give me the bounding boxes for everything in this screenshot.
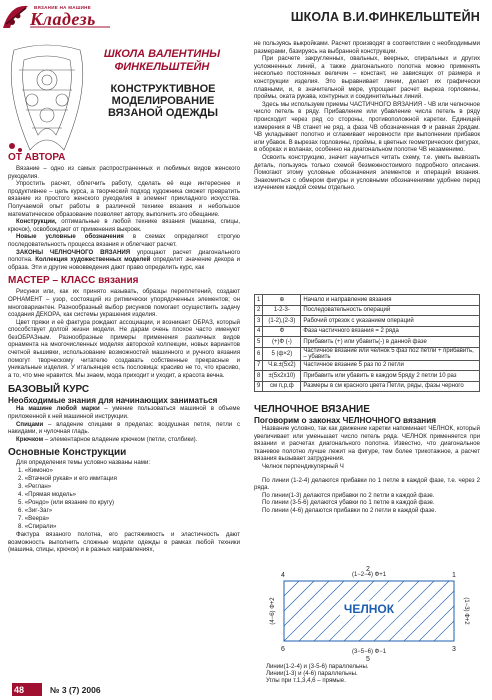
paragraph: На машине любой марки – умение пользоваться машиной в объеме приложенной к ней машинной инструкции. bbox=[8, 405, 240, 421]
point-5: 5 bbox=[366, 656, 370, 663]
school-title: ШКОЛА ВАЛЕНТИНЫ ФИНКЕЛЬШТЕЙН bbox=[103, 48, 221, 73]
paragraph: Цвет пряжи и её фактура рождают ассоциации, и возникает ОБРАЗ, который способствует долгой жизни модели. Не дарам очень плохое часто именуют безОБРАЗным. Разнообразные примеры применения различных видов орнамента на многочисленных моделях авторской коллекции, новых вариантов счетной вышивки, использование возможностей машинного и ручного вязания помогут творческому читателю создавать собственные прекрасные и уникальные изделия. У итальянцев есть пословица: красиво не то, что красиво, а то, что мне нравится. Мы знаем, мода приходит и уходит, а красота вечна. bbox=[8, 318, 240, 379]
paragraph: Спицами – владение спицами в пределах: воздушная петля, петли с накидами, и чулочная гладь. bbox=[8, 420, 240, 436]
issue-number: № 3 (7) 2006 bbox=[50, 685, 101, 695]
rule: По линии (4-6) делаются прибавки по 2 петли в каждой фазе. bbox=[262, 506, 437, 514]
left-column bbox=[8, 152, 240, 554]
symbols-table bbox=[254, 294, 480, 392]
diagram-right-label: (1−3) Ф+2 bbox=[463, 597, 469, 625]
paragraph: Для определения темы условно названы нами: bbox=[16, 459, 151, 467]
diagram-top-label: (1−2−4) Ф+1 bbox=[351, 572, 387, 578]
list-item: 6. «Зиг-Заг» bbox=[18, 507, 53, 514]
article-title: КОНСТРУКТИВНОЕ МОДЕЛИРОВАНИЕ ВЯЗАНОЙ ОДЕЖДЫ bbox=[107, 83, 218, 119]
paragraph: Крючком – элементарное владение крючком (петли, столбики). bbox=[16, 435, 198, 443]
rule: По линии (1-2-4) делаются прибавки по 1 петле в каждой фазе, т.е. через 2 ряда. bbox=[254, 476, 480, 492]
paragraph: не пользуясь выкройками. Расчет производят в соответствии с необходимыми размерами, базируясь на выбранной конструкции. bbox=[254, 40, 480, 55]
point-6: 6 bbox=[281, 646, 285, 653]
paragraph: При расчете закругленных, овальных, веерных, спиральных и других усложненных линий, а также диагонального полотна можно применять несколько постоянных величин – констант, не зависящих от размера и конструкции изделия. Это выравнивает линии, делает их графически плавными, и, в значительной мере, упрощает расчет выреза горловины, проймы, оката рукава, контурных и соединительных линий. bbox=[254, 55, 480, 101]
logo-name: Кладезь bbox=[30, 9, 96, 29]
right-column-bottom bbox=[254, 404, 480, 515]
diagram-word: ЧЕЛНОК bbox=[343, 602, 395, 616]
list-item: 5. «Рондо» (или вязание по кругу) bbox=[18, 499, 115, 506]
paragraph: ЗАКОНЫ ЧЕЛНОЧНОГО ВЯЗАНИЯ упрощают расчет диагонального полотна. Коллекция художественных моделей определит значение декора и образа. Эти и другие нововведения дают право определить курс, как bbox=[8, 248, 240, 271]
list-item: 7. «Веера» bbox=[18, 515, 50, 522]
diagram-left-label: (4−6) Ф+2 bbox=[270, 597, 276, 625]
table-row: 6 5 (ф×2) Частичное вязание или челнок 5 фаз по2 петли + прибавить, – убавить bbox=[255, 347, 480, 360]
diagram-bottom-label: (3−5−6) Ф−1 bbox=[351, 649, 387, 655]
table-row: 7 Ч.в.±(5х2) Частичное вязание 5 раз по 2 петли bbox=[255, 360, 480, 371]
point-1: 1 bbox=[452, 572, 456, 579]
paragraph: Здесь мы используем приемы ЧАСТИЧНОГО ВЯЗАНИЯ - ЧВ или челночное число петель в ряду. Прибавление или убавление числа петель в ряду происходит через ряд со стороны, противоположной каретки. Единицей измерения в ЧВ станет не ряд, а фаза ЧВ обозначенная Ф и равная 2рядам. ЧВ укладывает полотно и сглаживает неровности при выполнении прибавок или убавок. В вырезах горловины, проймы, в цветных геометрических фигурах, в оборках и воланах, особенно на диагональном полотне ЧВ незаменимо. bbox=[254, 100, 480, 154]
constructions-list bbox=[8, 467, 240, 531]
shuttle-diagram bbox=[262, 565, 477, 677]
shuttle-subtitle: Поговорим о законах ЧЕЛНОЧНОГО вязания bbox=[254, 416, 437, 425]
point-3: 3 bbox=[452, 646, 456, 653]
paragraph: Челнок перпендикулярный Ч bbox=[262, 462, 344, 470]
paragraph: Рисунки или, как их принято называть, образцы переплетений, создают ОРНАМЕНТ – узор, состоящий из ритмически упорядоченных элементов; он многовариантен. Разнообразный выбор рисунков помогает осуществить задачу создания ДЕКОРА, как системы украшения изделия. bbox=[8, 288, 240, 319]
table-row: 1 ⊕ Начало и направление вязания bbox=[255, 295, 480, 306]
note: Линии(1-2-4) и (3-5-6) параллельны. bbox=[266, 663, 369, 670]
constructions-heading: Основные Конструкции bbox=[8, 447, 127, 459]
right-column-top bbox=[254, 40, 480, 192]
page-number: 48 bbox=[14, 685, 25, 695]
running-header: ШКОЛА В.И.ФИНКЕЛЬШТЕЙН bbox=[290, 10, 480, 24]
note: Линии(1-3) и (4-6) параллельны. bbox=[266, 670, 358, 677]
basic-course-heading: БАЗОВЫЙ КУРС bbox=[8, 384, 90, 396]
table-row: 3 (1-2),(2-3) Рабочий отрезок с указанием операций bbox=[255, 316, 480, 327]
lace-illustration bbox=[4, 40, 90, 155]
diagram-notes bbox=[266, 663, 480, 684]
paragraph: Вязание – одно из самых распространенных и любимых видов женского рукоделия. bbox=[8, 165, 240, 180]
paragraph: Новые условные обозначения в схемах определяют строгую последовательность процесса вязания и облегчают расчет. bbox=[8, 233, 240, 248]
rule: По линии (3-5-6) делаются убавки по 1 петле в каждой фазе. bbox=[262, 499, 435, 507]
table-row: 9 см п,р,ф Размеры в см красного цвета Петли, ряды, фазы черного bbox=[255, 381, 480, 392]
point-4: 4 bbox=[281, 572, 285, 579]
table-row: 5 (+)Ф (-) Прибавить (+) или убавить(-) в данной фазе bbox=[255, 337, 480, 348]
paragraph: Конструкции, оптимальные в любой технике вязания (машина, спицы, крючок), освобождают от применения выкроек. bbox=[8, 218, 240, 233]
paragraph: Упростить расчет, облегчить работу, сделать её еще интереснее и продуктивнее – цель курса, а творческий подход художника сможет превратить вязание из простого женского рукоделия в элемент прикладного искусства. Получаемой опыт работы в различной технике вязания и небольшое математическое образование позволяет автору, выполнить это обещание. bbox=[8, 180, 240, 218]
paragraph: Фактура вязаного полотна, его растяжимость и эластичность дают возможность выполнить сложные модели одежды в рамках любой техники (машина, спицы, крючок) и в разных направлениях, bbox=[8, 531, 240, 554]
table-row: 2 1-2-3- Последовательность операций bbox=[255, 305, 480, 316]
author-heading: ОТ АВТОРА bbox=[8, 152, 66, 163]
paragraph: Освоить конструкцию, значит научиться читать схему, т.е. уметь вывязать деталь, пользуясь только схемой безмежностоимого подробного описания. Помогают этому условные обозначения элементов и операций вязания. Знакомиться с обмером фигуры и условными обозначениями удобнее перед изучением каждой схемы отдельно. bbox=[254, 153, 480, 192]
list-item: 8. «Спирали» bbox=[18, 523, 57, 530]
list-item: 2. «Втачной рукав» и его имитация bbox=[18, 475, 117, 482]
table-row: 8 ±(5х2х10) Прибавить или убавить в каждом 5ряду 2 петли 10 раз bbox=[255, 371, 480, 382]
paragraph: Название условно, так как движение каретки напоминает ЧЕЛНОК, который увеличивает или уменьшает число петель ряда. ЧЕЛНОК применяется при вязании и расчетах диагонального полотна. Известно, что диагональное тканевое полотно лучше лежит на фигуре, тем более трикотажное, а расчет вязания вызывает затруднения. bbox=[254, 425, 480, 463]
list-item: 1. «Кимоно» bbox=[18, 467, 53, 474]
list-item: 3. «Реглан» bbox=[18, 483, 52, 490]
logo-subtitle: ВЯЗАНИЕ НА МАШИНЕ bbox=[34, 5, 92, 10]
master-heading: МАСТЕР – КЛАСС вязания bbox=[8, 275, 139, 287]
basic-course-subtitle: Необходимые знания для начинающих заниматься bbox=[8, 396, 218, 406]
point-2: 2 bbox=[366, 566, 370, 573]
list-item: 4. «Прямая модель» bbox=[18, 491, 77, 498]
note: Углы при т.1,3,4,6 – прямые. bbox=[266, 677, 346, 684]
table-row: 4 Ф Фаза частичного вязания = 2 ряда bbox=[255, 326, 480, 337]
rule: По линии(1-3) делаются прибавки по 2 петли в каждой фазе. bbox=[262, 491, 435, 499]
shuttle-heading: ЧЕЛНОЧНОЕ ВЯЗАНИЕ bbox=[254, 404, 370, 415]
